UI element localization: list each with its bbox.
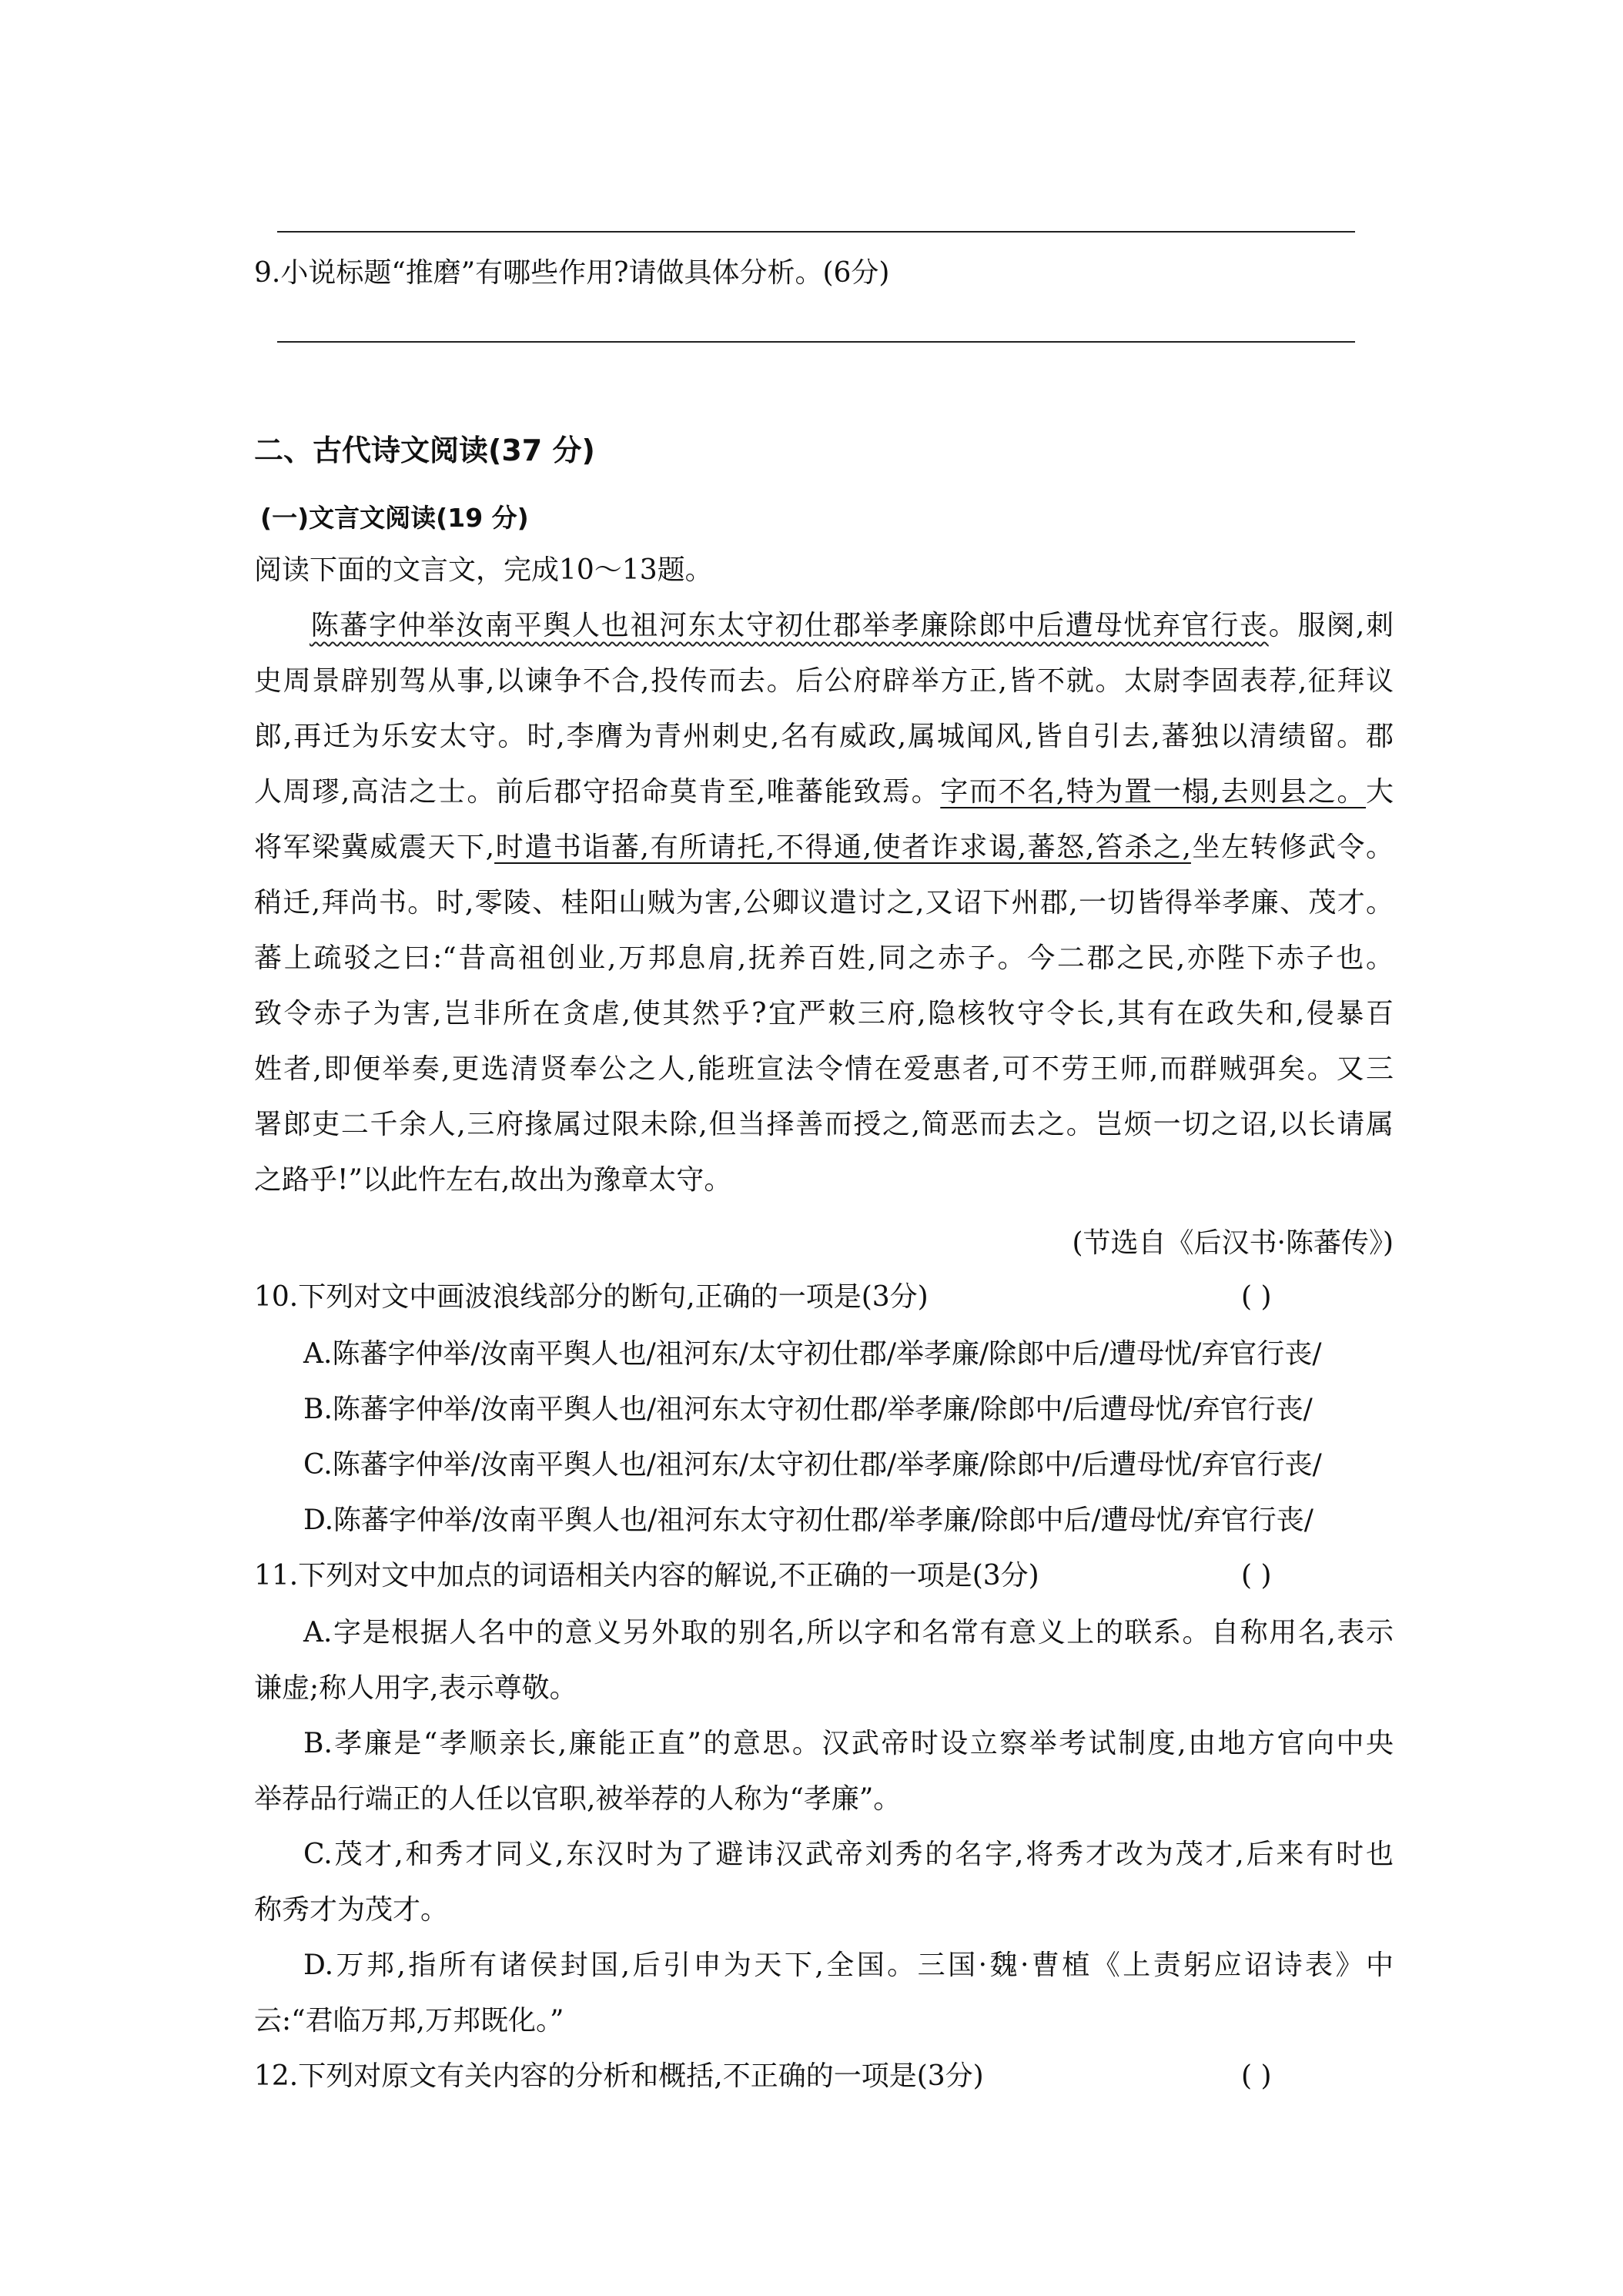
passage-line: 之路乎!”以此忤左右,故出为豫章太守。	[254, 1164, 732, 1196]
subsection-title: (一)文言文阅读(19 分)	[260, 503, 529, 533]
passage-line: 人周璆,高洁之士。前后郡守招命莫肯至,唯蕃能致焉。字而不名,特为置一榻,去则县之。大	[254, 776, 1394, 808]
instruction: 阅读下面的文言文，完成10～13题。	[254, 554, 713, 586]
option-c-cont: 称秀才为茂才。	[254, 1894, 449, 1926]
underlined-text: 字而不名,特为置一榻,去则县之。	[940, 776, 1366, 808]
wavy-underlined-text: 陈蕃字仲举汝南平舆人也祖河东太守初仕郡举孝廉除郎中后遭母忧弃官行丧	[310, 610, 1269, 641]
option-d: D.陈蕃字仲举/汝南平舆人也/祖河东太守初仕郡/举孝廉/除郎中后/遭母忧/弃官行丧/	[303, 1504, 1313, 1536]
option-b-cont: 举荐品行端正的人任以官职,被举荐的人称为“孝廉”。	[254, 1783, 902, 1815]
answer-line	[277, 231, 1355, 233]
option-c: C.陈蕃字仲举/汝南平舆人也/祖河东/太守初仕郡/举孝廉/除郎中/后遭母忧/弃官行丧/	[303, 1449, 1322, 1481]
question-9: 9.小说标题“推磨”有哪些作用?请做具体分析。(6分)	[254, 257, 890, 289]
option-b: B.陈蕃字仲举/汝南平舆人也/祖河东太守初仕郡/举孝廉/除郎中/后遭母忧/弃官行丧/	[303, 1394, 1313, 1425]
passage-line: 稍迁,拜尚书。时,零陵、桂阳山贼为害,公卿议遣讨之,又诏下州郡,一切皆得举孝廉、茂才。	[254, 887, 1394, 919]
passage-line: 陈蕃字仲举汝南平舆人也祖河东太守初仕郡举孝廉除郎中后遭母忧弃官行丧。服阕,刺	[310, 610, 1394, 641]
option-d: D.万邦,指所有诸侯封国,后引申为天下,全国。三国·魏·曹植《上责躬应诏诗表》中	[303, 1950, 1394, 1981]
answer-bracket: ( )	[1241, 1560, 1272, 1591]
option-c: C.茂才,和秀才同义,东汉时为了避讳汉武帝刘秀的名字,将秀才改为茂才,后来有时也	[303, 1839, 1394, 1870]
section-title: 二、古代诗文阅读(37 分)	[254, 433, 595, 467]
underlined-text: 时遣书诣蕃,有所请托,不得通,使者诈求谒,蕃怒,笞杀之,	[494, 832, 1191, 863]
passage-line: 史周景辟别驾从事,以谏争不合,投传而去。后公府辟举方正,皆不就。太尉李固表荐,征拜议	[254, 665, 1394, 697]
passage-source: (节选自《后汉书·陈蕃传》)	[1072, 1227, 1394, 1259]
passage-line: 郎,再迁为乐安太守。时,李膺为青州刺史,名有威政,属城闻风,皆自引去,蕃独以清绩留。郡	[254, 721, 1394, 752]
passage-line: 致令赤子为害,岂非所在贪虐,使其然乎?宜严敕三府,隐核牧守令长,其有在政失和,侵暴百	[254, 998, 1394, 1029]
answer-bracket: ( )	[1241, 2060, 1272, 2092]
passage-line: 署郎吏二千余人,三府掾属过限未除,但当择善而授之,简恶而去之。岂烦一切之诏,以长请属	[254, 1109, 1394, 1140]
question-11: 11.下列对文中加点的词语相关内容的解说,不正确的一项是(3分)	[254, 1560, 1039, 1591]
question-12: 12.下列对原文有关内容的分析和概括,不正确的一项是(3分)	[254, 2060, 984, 2092]
answer-bracket: ( )	[1241, 1281, 1272, 1313]
option-b: B.孝廉是“孝顺亲长,廉能正直”的意思。汉武帝时设立察举考试制度,由地方官向中央	[303, 1728, 1394, 1759]
passage-line: 蕃上疏驳之曰:“昔高祖创业,万邦息肩,抚养百姓,同之赤子。今二郡之民,亦陛下赤子也。	[254, 942, 1394, 974]
passage-line: 姓者,即便举奏,更选清贤奉公之人,能班宣法令情在爱惠者,可不劳王师,而群贼弭矣。又三	[254, 1053, 1394, 1085]
option-d-cont: 云:“君临万邦,万邦既化。”	[254, 2005, 564, 2037]
option-a: A.字是根据人名中的意义另外取的别名,所以字和名常有意义上的联系。自称用名,表示	[303, 1617, 1394, 1648]
question-10: 10.下列对文中画波浪线部分的断句,正确的一项是(3分)	[254, 1281, 929, 1313]
answer-line	[277, 341, 1355, 343]
option-a-cont: 谦虚;称人用字,表示尊敬。	[254, 1672, 577, 1704]
passage-line: 将军梁冀威震天下,时遣书诣蕃,有所请托,不得通,使者诈求谒,蕃怒,笞杀之,坐左转修武令。	[254, 832, 1394, 863]
option-a: A.陈蕃字仲举/汝南平舆人也/祖河东/太守初仕郡/举孝廉/除郎中后/遭母忧/弃官行丧/	[303, 1338, 1322, 1370]
